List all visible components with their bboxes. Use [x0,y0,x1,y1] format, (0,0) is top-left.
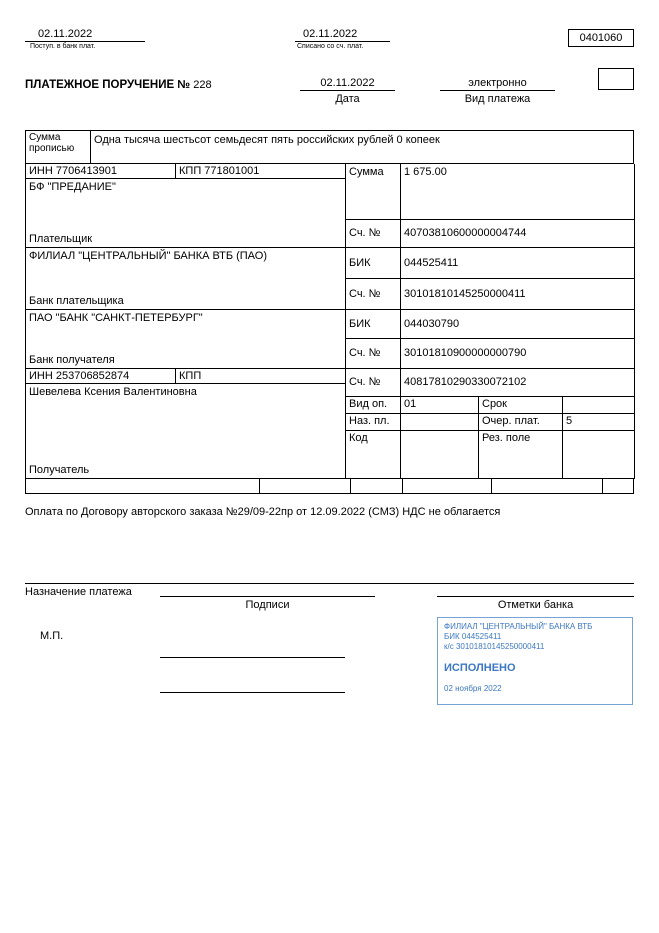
received-date-block [25,28,145,51]
payee-account-value: 40817810290330072102 [401,369,635,397]
reserve-field-label: Рез. поле [479,431,563,479]
document-number: 228 [193,79,212,91]
priority-label: Очер. плат. [479,414,563,431]
payer-caption: Плательщик [26,231,346,248]
purpose-code-value-cell [401,414,479,431]
document-date-block [300,77,395,105]
payer-account-value: 40703810600000004744 [401,220,635,248]
payment-purpose-caption: Назначение платежа [25,583,634,598]
payee-bank-name: ПАО "БАНК "САНКТ-ПЕТЕРБУРГ" [26,310,346,352]
payee-inn: ИНН 253706852874 [26,369,176,384]
document-date: 02.11.2022 [300,77,395,91]
debited-date-block [295,28,390,51]
payee-bank-account-label: Сч. № [346,339,401,369]
payment-kind-code-box [598,68,634,90]
payer-inn: ИНН 7706413901 [26,164,176,179]
empty-cell [26,479,260,494]
payment-kind-label: Вид платежа [464,93,531,105]
document-title: ПЛАТЕЖНОЕ ПОРУЧЕНИЕ № [25,79,191,91]
stamp-corr-account: к/с 30101810145250000411 [444,642,545,651]
sum-label: Сумма [346,164,401,220]
empty-cell [260,479,351,494]
payer-bank-bik-value: 044525411 [401,248,635,279]
payee-bank-caption: Банк получателя [26,352,346,369]
amount-words-label: Сумма прописью [26,131,91,164]
payer-account-label: Сч. № [346,220,401,248]
stamp-bik: БИК 044525411 [444,632,502,641]
received-date: 02.11.2022 [25,28,145,42]
signatures-caption: Подписи [160,596,375,611]
stamp-date: 02 ноября 2022 [444,684,502,693]
stamp-place-label: М.П. [40,630,64,642]
payee-bank-bik-value: 044030790 [401,310,635,339]
bank-marks-caption: Отметки банка [437,596,634,611]
bank-stamp [437,617,633,705]
payer-name: БФ "ПРЕДАНИЕ" [26,179,346,231]
empty-cell [492,479,603,494]
purpose-code-label: Наз. пл. [346,414,401,431]
document-date-label: Дата [335,93,360,105]
empty-cell [351,479,403,494]
payee-kpp: КПП [176,369,346,384]
debited-date-label: Списано со сч. плат. [297,43,364,50]
payer-bank-bik-label: БИК [346,248,401,279]
payer-bank-caption: Банк плательщика [26,293,346,310]
empty-cell [603,479,634,494]
signature-line-2 [160,672,345,693]
payee-account-label: Сч. № [346,369,401,397]
code-label: Код [346,431,401,479]
priority-value: 5 [563,414,635,431]
form-code-box: 0401060 [568,29,634,47]
term-value-cell [563,397,635,414]
code-value-cell [401,431,479,479]
payee-name: Шевелева Ксения Валентиновна [26,384,346,462]
payee-bank-account-value: 30101810900000000790 [401,339,635,369]
stamp-status: ИСПОЛНЕНО [444,662,516,674]
stamp-bank-name: ФИЛИАЛ "ЦЕНТРАЛЬНЫЙ" БАНКА ВТБ [444,622,593,631]
op-type-value: 01 [401,397,479,414]
sum-value: 1 675.00 [401,164,635,220]
received-date-label: Поступ. в банк плат. [30,43,96,50]
reserve-field-value-cell [563,431,635,479]
op-type-label: Вид оп. [346,397,401,414]
term-label: Срок [479,397,563,414]
debited-date: 02.11.2022 [295,28,390,42]
payer-bank-name: ФИЛИАЛ "ЦЕНТРАЛЬНЫЙ" БАНКА ВТБ (ПАО) [26,248,346,293]
amount-words-value: Одна тысяча шестьсот семьдесят пять российских рублей 0 копеек [91,131,634,164]
payment-purpose-text: Оплата по Договору авторского заказа №29/09-22пр от 12.09.2022 (СМЗ) НДС не облагается [25,506,501,518]
empty-cell [403,479,492,494]
payment-table [25,130,634,494]
payee-bank-bik-label: БИК [346,310,401,339]
payment-kind-block [440,77,555,105]
document-title-row [25,79,212,91]
payer-bank-account-label: Сч. № [346,279,401,310]
payer-kpp: КПП 771801001 [176,164,346,179]
signature-line-1 [160,637,345,658]
payee-caption: Получатель [26,462,346,479]
payer-bank-account-value: 30101810145250000411 [401,279,635,310]
payment-kind: электронно [440,77,555,91]
